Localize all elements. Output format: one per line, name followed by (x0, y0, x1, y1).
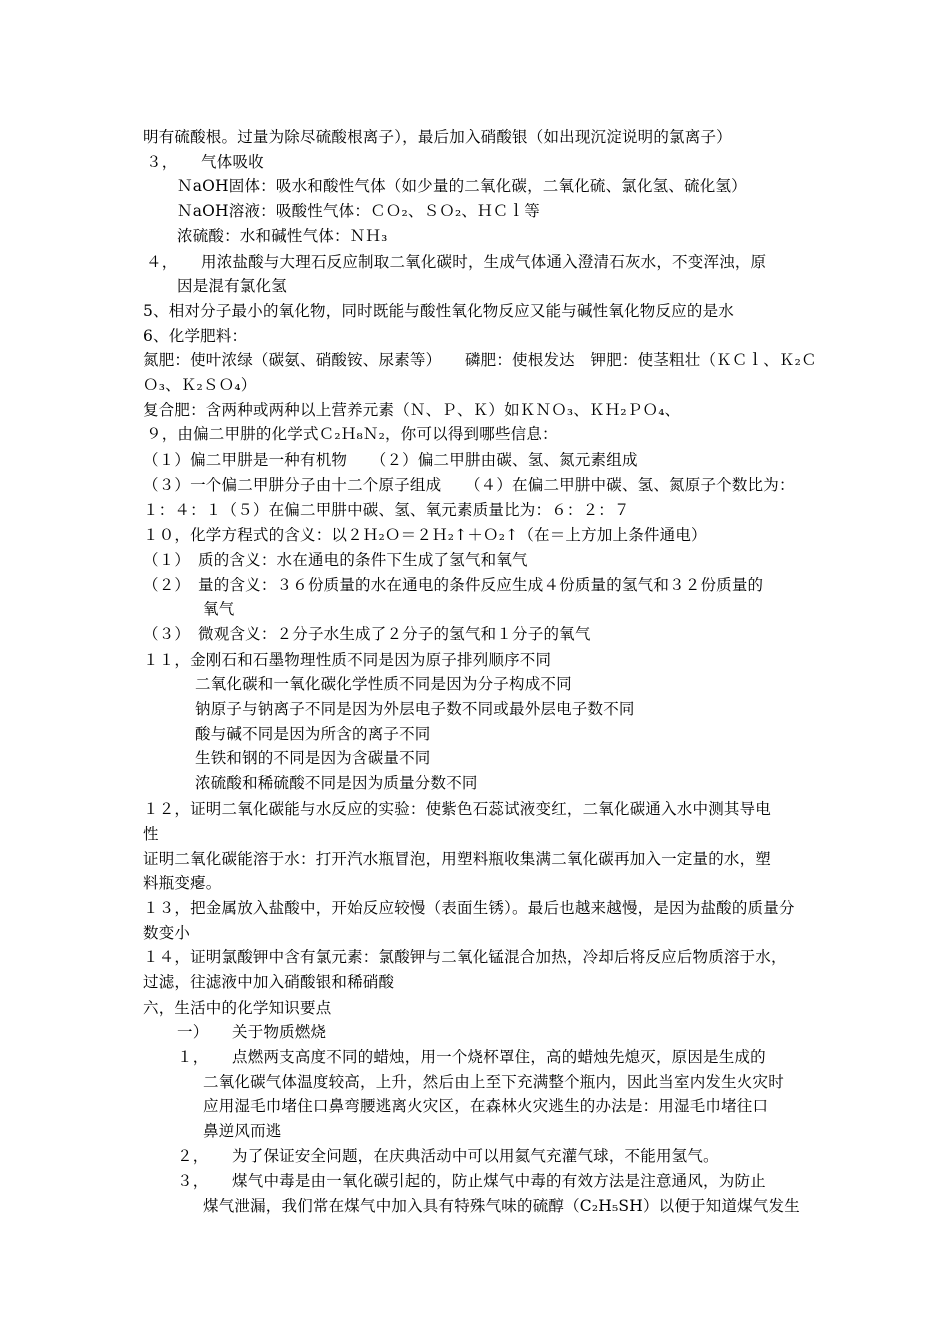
text-line: ３， 煤气中毒是由一氧化碳引起的，防止煤气中毒的有效方法是注意通风，为防止 (177, 1172, 766, 1190)
text-line: （３） 微观含义：２分子水生成了２分子的氢气和１分子的氧气 (143, 625, 591, 643)
text-line: 浓硫酸：水和碱性气体：ＮＨ₃ (177, 227, 388, 245)
text-line: １， 点燃两支高度不同的蜡烛，用一个烧杯罩住，高的蜡烛先熄灭，原因是生成的 (177, 1048, 766, 1066)
text-line: １２，证明二氧化碳能与水反应的实验：使紫色石蕊试液变红，二氧化碳通入水中测其导电 (143, 800, 772, 818)
text-line: 氧气 (203, 600, 235, 618)
text-line: １０，化学方程式的含义：以２Ｈ₂Ｏ＝２Ｈ₂↑＋Ｏ₂↑（在＝上方加上条件通电） (143, 526, 707, 544)
text-line: （１）偏二甲肼是一种有机物 （２）偏二甲肼由碳、氢、氮元素组成 (143, 451, 638, 469)
text-line: （３）一个偏二甲肼分子由十二个原子组成 （４）在偏二甲肼中碳、氢、氮原子个数比为： (143, 476, 795, 494)
text-line: 应用湿毛巾堵住口鼻弯腰逃离火灾区，在森林火灾逃生的办法是：用湿毛巾堵往口 (203, 1097, 769, 1115)
text-line: 过滤，往滤液中加入硝酸银和稀硝酸 (143, 973, 395, 991)
text-line: 性 (143, 825, 159, 843)
text-line: ９，由偏二甲肼的化学式Ｃ₂Ｈ₈Ｎ₂，你可以得到哪些信息： (146, 425, 558, 443)
text-line: １１，金刚石和石墨物理性质不同是因为原子排列顺序不同 (143, 651, 552, 669)
text-line: （２） 量的含义：３６份质量的水在通电的条件反应生成４份质量的氢气和３２份质量的 (143, 576, 764, 594)
text-line: 六，生活中的化学知识要点 (143, 999, 332, 1017)
text-line: 煤气泄漏，我们常在煤气中加入具有特殊气味的硫醇（C₂H₅SH）以便于知道煤气发生 (203, 1197, 800, 1215)
text-line: ４， 用浓盐酸与大理石反应制取二氧化碳时，生成气体通入澄清石灰水，不变浑浊，原 (146, 253, 767, 271)
text-line: 鼻逆风而逃 (203, 1122, 282, 1140)
text-line: 二氧化碳气体温度较高，上升，然后由上至下充满整个瓶内，因此当室内发生火灾时 (203, 1073, 784, 1091)
text-line: 酸与碱不同是因为所含的离子不同 (195, 725, 431, 743)
text-line: 料瓶变瘪。 (143, 874, 222, 892)
text-line: 一） 关于物质燃烧 (177, 1023, 327, 1041)
text-line: ２， 为了保证安全问题，在庆典活动中可以用氦气充灌气球，不能用氢气。 (177, 1147, 719, 1165)
text-line: Ｏ₃、Ｋ₂ＳＯ₄） (143, 376, 257, 394)
text-line: １４，证明氯酸钾中含有氯元素：氯酸钾与二氧化锰混合加热，冷却后将反应后物质溶于水， (143, 948, 787, 966)
text-line: 明有硫酸根。过量为除尽硫酸根离子），最后加入硝酸银（如出现沉淀说明的氯离子） (143, 128, 732, 146)
text-line: １：４：１（５）在偏二甲肼中碳、氢、氧元素质量比为：６：２：７ (143, 501, 630, 519)
text-line: ＮaOH固体：吸水和酸性气体（如少量的二氧化碳，二氧化硫、氯化氢、硫化氢） (177, 177, 747, 195)
text-line: 5、相对分子最小的氧化物，同时既能与酸性氧化物反应又能与碱性氧化物反应的是水 (143, 302, 734, 320)
text-line: 二氧化碳和一氧化碳化学性质不同是因为分子构成不同 (195, 675, 572, 693)
text-line: 氮肥：使叶浓绿（碳氨、硝酸铵、尿素等） 磷肥：使根发达 钾肥：使茎粗壮（ＫＣｌ、Ｋ₂Ｃ (143, 351, 817, 369)
text-line: ３， 气体吸收 (146, 153, 264, 171)
text-line: 钠原子与钠离子不同是因为外层电子数不同或最外层电子数不同 (195, 700, 635, 718)
text-line: 因是混有氯化氢 (177, 277, 287, 295)
text-line: 浓硫酸和稀硫酸不同是因为质量分数不同 (195, 774, 478, 792)
text-line: １３，把金属放入盐酸中，开始反应较慢（表面生锈）。最后也越来越慢，是因为盐酸的质量分 (143, 899, 795, 917)
text-line: （１） 质的含义：水在通电的条件下生成了氢气和氧气 (143, 551, 528, 569)
text-line: 复合肥：含两种或两种以上营养元素（Ｎ、Ｐ、Ｋ）如ＫＮＯ₃、ＫＨ₂ＰＯ₄、 (143, 401, 681, 419)
text-line: 数变小 (143, 924, 191, 942)
text-line: 生铁和钢的不同是因为含碳量不同 (195, 749, 431, 767)
text-line: ＮaOH溶液：吸酸性气体：ＣＯ₂、ＳＯ₂、ＨＣｌ等 (177, 202, 540, 220)
text-line: 6、化学肥料： (143, 327, 248, 345)
text-line: 证明二氧化碳能溶于水：打开汽水瓶冒泡，用塑料瓶收集满二氧化碳再加入一定量的水，塑 (143, 850, 772, 868)
